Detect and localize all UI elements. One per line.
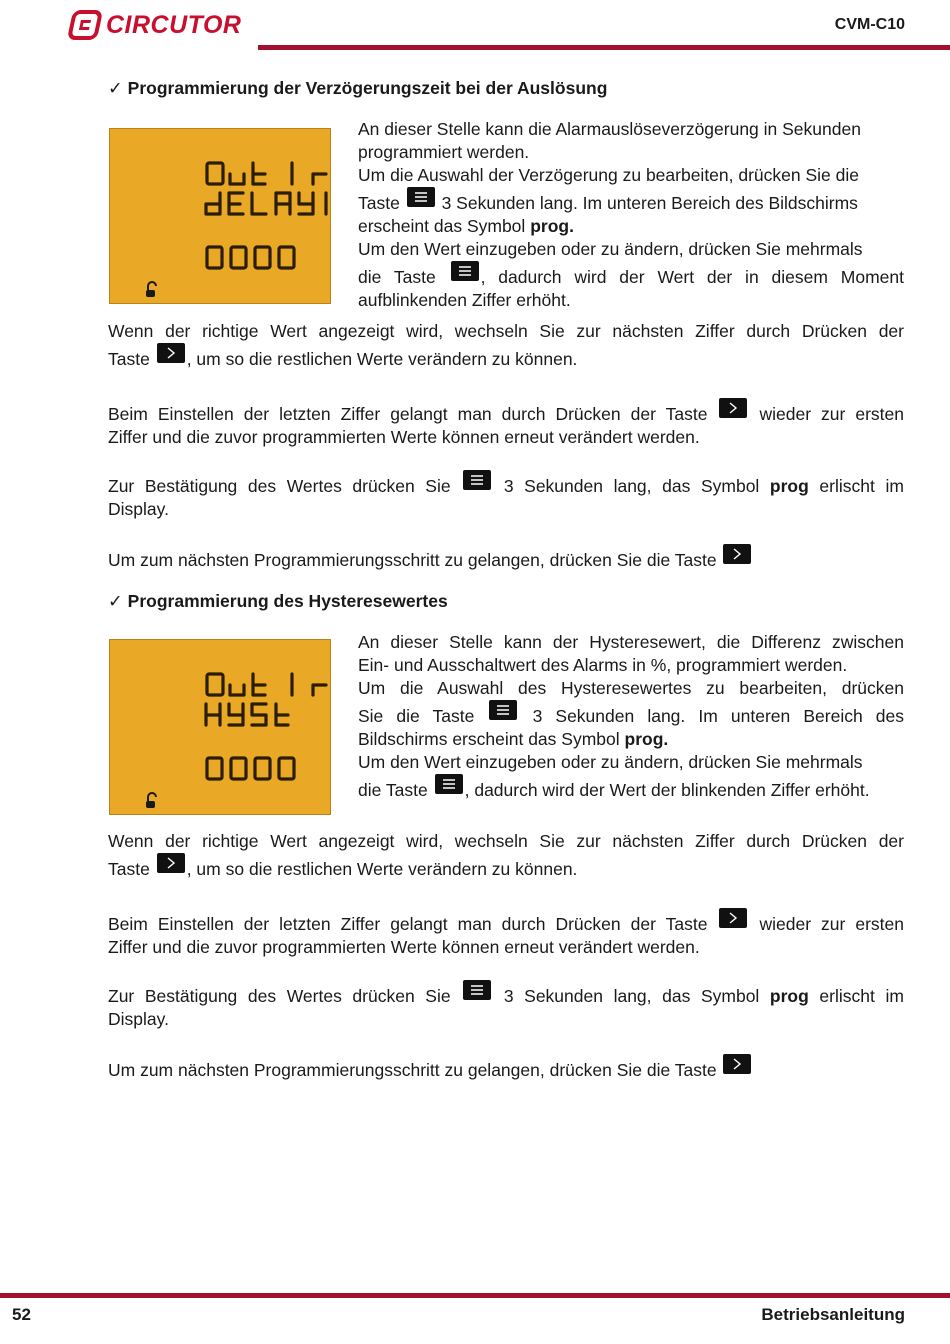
desc-line: Um die Auswahl des Hysteresewertes zu bearbeiten, drücken (358, 678, 904, 698)
paragraph-next-step: Um zum nächsten Programmierungsschritt zu gelangen, drücken Sie die Taste (108, 1054, 904, 1082)
menu-key-icon (463, 470, 491, 490)
paragraph-last-digit: Beim Einstellen der letzten Ziffer gelangt man durch Drücken der Taste wieder zur ersten Ziffer und die zuvor programmierten Werte können erneut verändert werden. (108, 398, 904, 449)
footer-title: Betriebsanleitung (761, 1305, 905, 1324)
desc-line: Bildschirms erscheint das Symbol prog. (358, 729, 669, 749)
desc-line: Taste 3 Sekunden lang. Im unteren Bereich des Bildschirms (358, 187, 904, 215)
next-key-icon (723, 544, 751, 564)
lock-icon (146, 793, 156, 808)
desc-line: die Taste , dadurch wird der Wert der in diesem Moment (358, 261, 904, 289)
logo-mark-icon (67, 10, 103, 40)
section-heading-delay: ✓ Programmierung der Verzögerungszeit bei der Auslösung (108, 78, 608, 98)
desc-line: Um den Wert einzugeben oder zu ändern, drücken Sie mehrmals (358, 752, 863, 772)
desc-line: Ein- und Ausschaltwert des Alarms in %, programmiert werden. (358, 655, 848, 675)
menu-key-icon (489, 700, 517, 720)
next-key-icon (157, 853, 185, 873)
lcd-display-delay (109, 128, 331, 304)
next-key-icon (723, 1054, 751, 1074)
next-key-icon (157, 343, 185, 363)
paragraph-last-digit: Beim Einstellen der letzten Ziffer gelangt man durch Drücken der Taste wieder zur ersten Ziffer und die zuvor programmierten Werte können erneut verändert werden. (108, 908, 904, 959)
menu-key-icon (435, 774, 463, 794)
menu-key-icon (451, 261, 479, 281)
desc-line: Um die Auswahl der Verzögerung zu bearbeiten, drücken Sie die (358, 165, 859, 185)
lock-icon (146, 282, 156, 297)
section-heading-hysteresis: ✓ Programmierung des Hysteresewertes (108, 591, 448, 611)
menu-key-icon (407, 187, 435, 207)
paragraph-next-digit: Wenn der richtige Wert angezeigt wird, wechseln Sie zur nächsten Ziffer durch Drücken der Taste , um so die restlichen Werte verändern zu können. (108, 831, 904, 879)
menu-key-icon (463, 980, 491, 1000)
desc-line: Sie die Taste 3 Sekunden lang. Im unteren Bereich des (358, 700, 904, 728)
lcd-segments (110, 640, 330, 814)
desc-line: die Taste , dadurch wird der Wert der blinkenden Ziffer erhöht. (358, 774, 904, 802)
desc-line: An dieser Stelle kann der Hysteresewert, die Differenz zwischen (358, 632, 904, 652)
page-number: 52 (12, 1305, 31, 1324)
brand-name: CIRCUTOR (106, 10, 242, 39)
paragraph-next-step: Um zum nächsten Programmierungsschritt zu gelangen, drücken Sie die Taste (108, 544, 904, 572)
header-rule (258, 45, 950, 50)
footer-rule (0, 1293, 950, 1298)
desc-line: aufblinkenden Ziffer erhöht. (358, 290, 571, 310)
desc-paragraph: An dieser Stelle kann die Alarmauslöseverzögerung in Sekunden programmiert werden. (358, 119, 861, 162)
lcd-segments (110, 129, 330, 303)
lcd-display-hysteresis (109, 639, 331, 815)
description-delay (358, 118, 904, 312)
description-hysteresis (358, 631, 904, 802)
paragraph-next-digit: Wenn der richtige Wert angezeigt wird, wechseln Sie zur nächsten Ziffer durch Drücken der Taste , um so die restlichen Werte verändern zu können. (108, 321, 904, 369)
checkmark-icon: ✓ (108, 78, 123, 98)
next-key-icon (719, 908, 747, 928)
circutor-logo (70, 10, 241, 40)
desc-line: Um den Wert einzugeben oder zu ändern, drücken Sie mehrmals (358, 239, 863, 259)
checkmark-icon: ✓ (108, 591, 123, 611)
next-key-icon (719, 398, 747, 418)
desc-line: erscheint das Symbol prog. (358, 216, 574, 236)
paragraph-confirm: Zur Bestätigung des Wertes drücken Sie 3 Sekunden lang, das Symbol prog erlischt im Display. (108, 470, 904, 521)
paragraph-confirm: Zur Bestätigung des Wertes drücken Sie 3 Sekunden lang, das Symbol prog erlischt im Display. (108, 980, 904, 1031)
model-name: CVM-C10 (834, 16, 905, 33)
